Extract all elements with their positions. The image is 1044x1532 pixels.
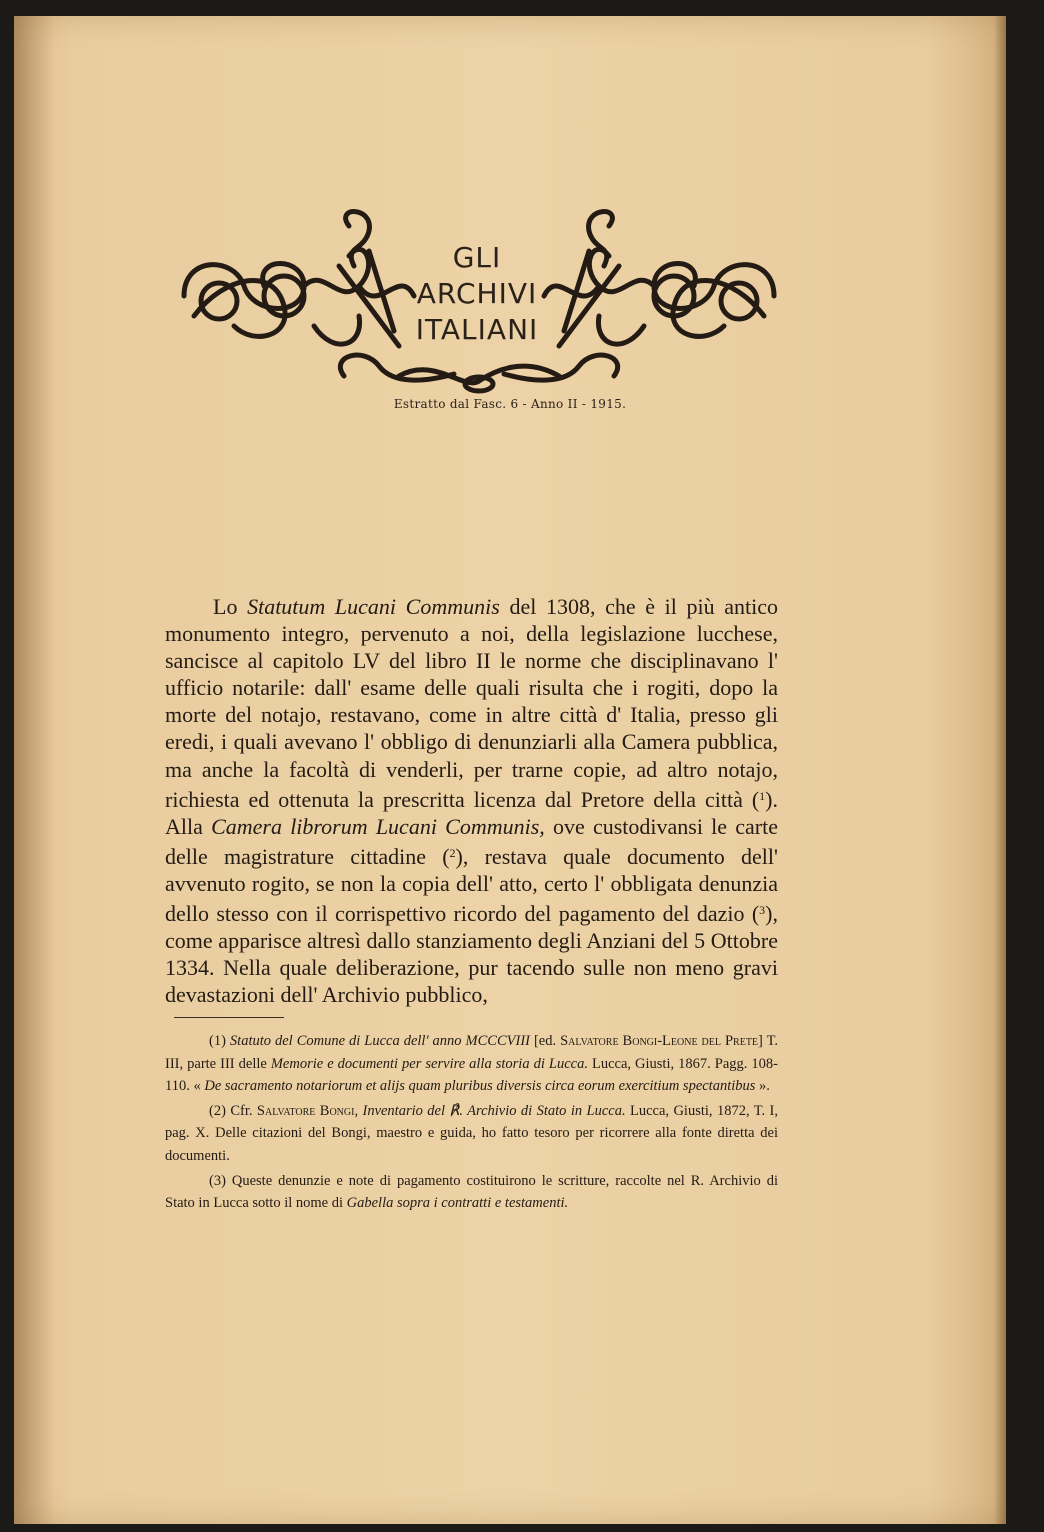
title-line-2: ARCHIVI — [416, 277, 538, 310]
footnote-2 — [165, 1100, 778, 1168]
footnote-italic: Inventario del ℟. Archivio di Stato in Lucca. — [362, 1102, 626, 1119]
title-line-1: GLI — [452, 241, 502, 274]
footnote-text: Queste denunzie e note di pagamento costituirono le scritture, raccolte nel R. Archivio di Stato in Lucca sotto il nome di — [165, 1172, 778, 1212]
extract-note: Estratto dal Fasc. 6 - Anno II - 1915. — [393, 397, 627, 411]
body-text-segment: Lo — [213, 594, 248, 619]
footnotes — [165, 1030, 778, 1217]
body-text-segment: ), come apparisce altresì dallo stanziamento degli Anziani del 5 Ottobre 1334. Nella quale deliberazione, pur tacendo sulle non meno gravi devastazioni dell' Archivio pubblico, — [165, 901, 778, 1008]
book-page — [14, 16, 1006, 1524]
footnote-divider — [174, 1017, 284, 1018]
footnote-mark: (3) — [209, 1172, 226, 1189]
footnote-italic: Statuto del Comune di Lucca dell' anno MCCCVIII — [229, 1033, 530, 1049]
body-text-segment: del 1308, che è il più antico monumento integro, pervenuto a noi, della legislazione lucchese, sancisce al capitolo LV del libro II le norme che disciplinavano l' ufficio notarile: dall' esame delle quali risulta che i rogiti, dopo la morte del notajo, restavano, come in altre città d' Italia, presso gli eredi, i quali avevano l' obbligo di denunziarli alla Camera pubblica, ma anche la facoltà di venderli, per trarne copie, ad altro notajo, richiesta ed ottenuta la prescritta licenza dal Pretore della città ( — [165, 594, 778, 812]
masthead — [164, 206, 794, 406]
author-name: Salvatore Bongi — [256, 1102, 355, 1119]
footnote-text: ». — [755, 1078, 770, 1095]
footnote-mark: (2) — [209, 1102, 226, 1119]
title-line-3: ITALIANI — [415, 313, 539, 346]
footnote-text: Cfr. — [225, 1102, 257, 1119]
footnote-text: ] T. III, parte III delle — [165, 1033, 779, 1072]
body-text-segment: ove custodivansi le carte delle magistrature cittadine ( — [165, 813, 778, 869]
footnote-italic: Memorie e documenti per servire alla storia di Lucca. — [270, 1055, 588, 1072]
footnote-ref-3: 3 — [759, 903, 766, 918]
author-name: Salvatore Bongi-Leone del Prete — [560, 1033, 759, 1049]
body-paragraph — [165, 593, 778, 1008]
footnote-ref-1: 1 — [759, 788, 766, 803]
footnote-mark: (1) — [209, 1033, 226, 1049]
footnote-ref-2: 2 — [449, 845, 456, 860]
footnote-text: [ed. — [529, 1033, 561, 1049]
page-edge — [994, 16, 1006, 1524]
body-text-segment: ). Alla — [165, 786, 778, 839]
journal-title — [402, 240, 552, 348]
statute-title: Statutum Lucani Communis — [247, 594, 500, 619]
body-text-segment: ), restava quale documento dell' avvenuto rogito, se non la copia dell' atto, certo l' obbligata denunzia dello stesso con il corrispettivo ricordo del pagamento del dazio ( — [165, 843, 778, 927]
footnote-italic: De sacramento notariorum et alijs quam pluribus diversis circa eorum exercitium spectantibus — [204, 1078, 756, 1095]
camera-title: Camera librorum Lucani Communis, — [211, 813, 545, 839]
footnote-text: Lucca, Giusti, 1867. Pagg. 108-110. « — [165, 1055, 778, 1095]
binding-shadow — [14, 16, 54, 1524]
footnote-italic: Gabella sopra i contratti e testamenti. — [346, 1195, 569, 1212]
footnote-text: Lucca, Giusti, 1872, T. I, pag. X. Delle citazioni del Bongi, maestro e guida, ho fatto tesoro per ricorrere alla fonte diretta dei documenti. — [165, 1102, 778, 1164]
footnote-text: , — [354, 1102, 363, 1119]
footnote-3 — [165, 1170, 778, 1215]
footnote-1 — [165, 1030, 778, 1098]
